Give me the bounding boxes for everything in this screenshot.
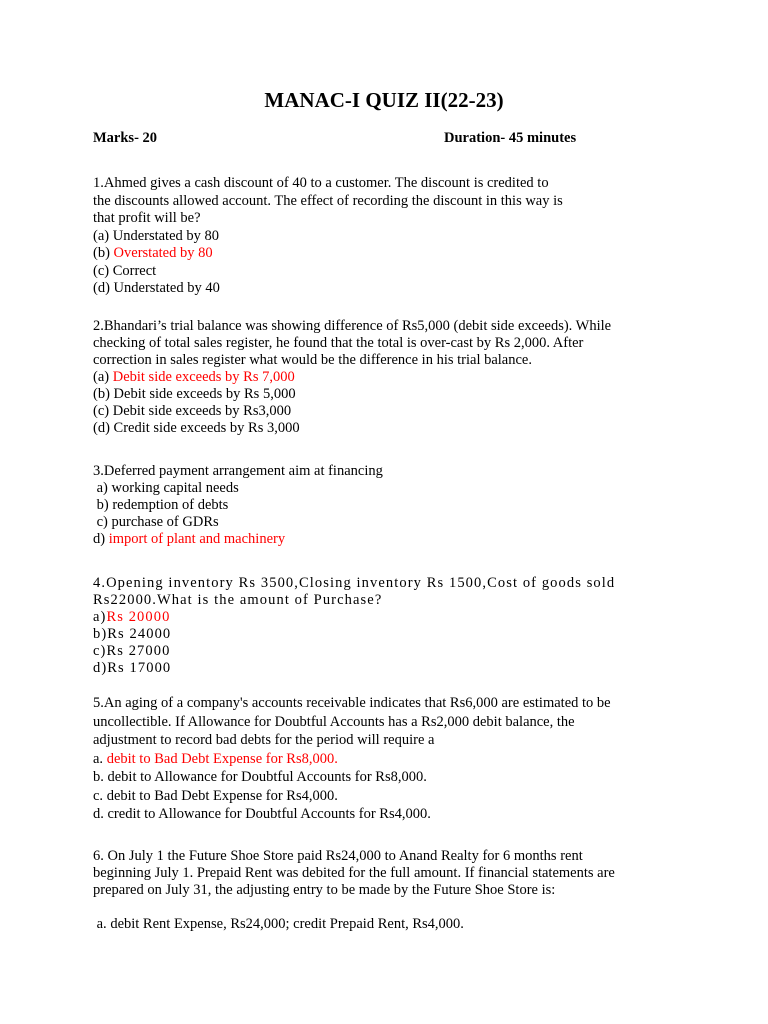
question-3-option-a: a) working capital needs (93, 480, 239, 496)
question-1-stem-line: that profit will be? (93, 210, 201, 226)
question-6 (93, 848, 693, 933)
highlighted-answer: Debit side exceeds by Rs 7,000 (112, 369, 295, 385)
quiz-title: MANAC-I QUIZ II(22-23) (264, 88, 504, 112)
question-5-stem-line: uncollectible. If Allowance for Doubtful Accounts has a Rs2,000 debit balance, the (93, 713, 575, 730)
question-4-option-d: d)Rs 17000 (93, 660, 172, 676)
question-2-option-a: (a) Debit side exceeds by Rs 7,000 (93, 369, 295, 385)
question-5 (93, 694, 693, 824)
question-3-stem-line: 3.Deferred payment arrangement aim at financing (93, 463, 383, 479)
question-6-stem-line: beginning July 1. Prepaid Rent was debited for the full amount. If financial statements are (93, 865, 615, 881)
question-1-stem-line: the discounts allowed account. The effect of recording the discount in this way is (93, 192, 563, 209)
question-1-option-d: (d) Understated by 40 (93, 280, 220, 296)
highlighted-answer: Overstated by 80 (113, 245, 213, 261)
question-2-stem-line: checking of total sales register, he found that the total is over-cast by Rs 2,000. After (93, 335, 584, 351)
question-4-stem-line: 4.Opening inventory Rs 3500,Closing inventory Rs 1500,Cost of goods sold (93, 575, 616, 591)
question-3-option-c: c) purchase of GDRs (93, 514, 219, 530)
question-1-option-a: (a) Understated by 80 (93, 227, 220, 244)
question-5-option-d: d. credit to Allowance for Doubtful Accounts for Rs4,000. (93, 806, 431, 822)
highlighted-answer: Rs 20000 (106, 609, 171, 625)
question-2 (93, 318, 693, 437)
question-6-stem-line: 6. On July 1 the Future Shoe Store paid Rs24,000 to Anand Realty for 6 months rent (93, 848, 583, 864)
question-4 (93, 575, 693, 677)
question-4-option-a: a)Rs 20000 (93, 609, 171, 625)
question-5-option-a: a. debit to Bad Debt Expense for Rs8,000. (93, 750, 338, 767)
duration-label: Duration- 45 minutes (444, 130, 577, 146)
question-4-option-c: c)Rs 27000 (93, 643, 171, 659)
question-2-stem-line: 2.Bhandari’s trial balance was showing difference of Rs5,000 (debit side exceeds). While (93, 318, 612, 334)
question-2-option-b: (b) Debit side exceeds by Rs 5,000 (93, 386, 296, 402)
question-3 (93, 463, 693, 548)
question-3-option-d: d) import of plant and machinery (93, 531, 286, 547)
question-4-stem-line: Rs22000.What is the amount of Purchase? (93, 592, 383, 608)
question-5-option-b: b. debit to Allowance for Doubtful Accounts for Rs8,000. (93, 769, 427, 785)
question-6-option-a: a. debit Rent Expense, Rs24,000; credit Prepaid Rent, Rs4,000. (93, 916, 464, 932)
question-3-option-b: b) redemption of debts (93, 497, 229, 513)
question-1-option-b: (b) Overstated by 80 (93, 245, 213, 261)
question-5-stem-line: 5.An aging of a company's accounts receivable indicates that Rs6,000 are estimated to be (93, 695, 611, 711)
highlighted-answer: debit to Bad Debt Expense for Rs8,000. (106, 750, 338, 767)
question-2-stem-line: correction in sales register what would be the difference in his trial balance. (93, 352, 532, 368)
question-1-option-c: (c) Correct (93, 262, 157, 279)
question-4-option-b: b)Rs 24000 (93, 626, 172, 642)
question-5-stem-line: adjustment to record bad debts for the period will require a (93, 732, 435, 748)
marks-label: Marks- 20 (93, 130, 158, 146)
question-6-stem-line: prepared on July 31, the adjusting entry to be made by the Future Shoe Store is: (93, 882, 556, 898)
highlighted-answer: import of plant and machinery (108, 531, 286, 547)
question-2-option-d: (d) Credit side exceeds by Rs 3,000 (93, 420, 300, 436)
question-1-stem-line: 1.Ahmed gives a cash discount of 40 to a customer. The discount is credited to (93, 175, 549, 191)
question-2-option-c: (c) Debit side exceeds by Rs3,000 (93, 403, 292, 419)
question-5-option-c: c. debit to Bad Debt Expense for Rs4,000. (93, 787, 338, 804)
question-1 (93, 175, 693, 298)
